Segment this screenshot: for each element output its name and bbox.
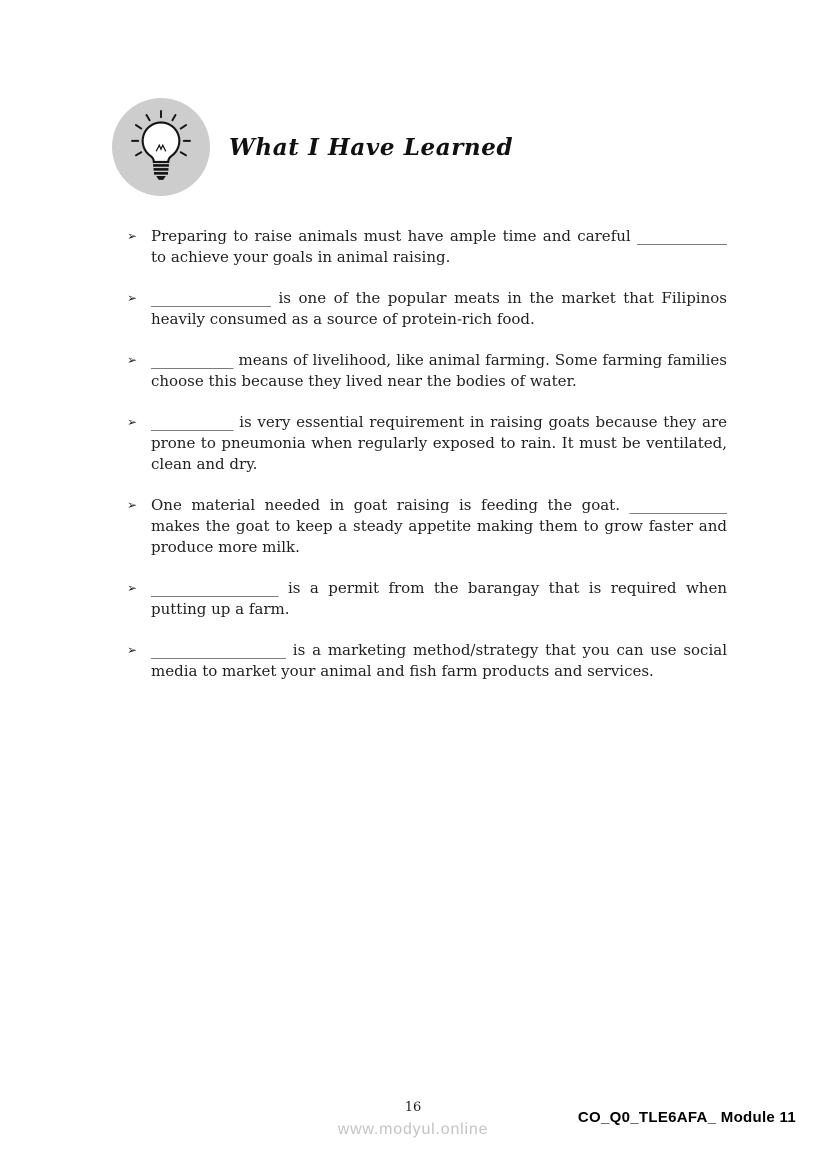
- list-item: [127, 495, 727, 558]
- item-text: ________________ is one of the popular meats in the market that Filipinos heavily consumed as a source of protein-rich food.: [151, 289, 727, 328]
- lightbulb-icon: [112, 98, 210, 196]
- list-item: [127, 578, 727, 620]
- item-text: One material needed in goat raising is feeding the goat. _____________ makes the goat to keep a steady appetite making them to grow faster and produce more milk.: [151, 496, 727, 556]
- watermark: www.modyul.online: [337, 1121, 489, 1138]
- arrow-bullet-icon: ➢: [127, 498, 138, 512]
- arrow-bullet-icon: ➢: [127, 415, 138, 429]
- item-text: Preparing to raise animals must have ample time and careful ____________ to achieve your goals in animal raising.: [151, 227, 727, 266]
- list-item: [127, 640, 727, 682]
- list-item: [127, 226, 727, 268]
- section-header: [112, 98, 513, 196]
- item-text: ___________ means of livelihood, like animal farming. Some farming families choose this because they lived near the bodies of water.: [151, 351, 727, 390]
- fill-in-blanks-list: [127, 226, 727, 702]
- arrow-bullet-icon: ➢: [127, 229, 138, 243]
- item-text: ___________ is very essential requirement in raising goats because they are prone to pneumonia when regularly exposed to rain. It must be ventilated, clean and dry.: [151, 413, 727, 473]
- item-text: __________________ is a marketing method/strategy that you can use social media to market your animal and fish farm products and services.: [151, 641, 727, 680]
- arrow-bullet-icon: ➢: [127, 291, 138, 305]
- arrow-bullet-icon: ➢: [127, 643, 138, 657]
- list-item: [127, 412, 727, 475]
- item-text: _________________ is a permit from the barangay that is required when putting up a farm.: [151, 579, 727, 618]
- arrow-bullet-icon: ➢: [127, 581, 138, 595]
- list-item: [127, 288, 727, 330]
- section-title: What I Have Learned: [229, 133, 514, 161]
- list-item: [127, 350, 727, 392]
- page-number: 16: [404, 1100, 422, 1115]
- module-code: CO_Q0_TLE6AFA_ Module 11: [577, 1109, 796, 1126]
- arrow-bullet-icon: ➢: [127, 353, 138, 367]
